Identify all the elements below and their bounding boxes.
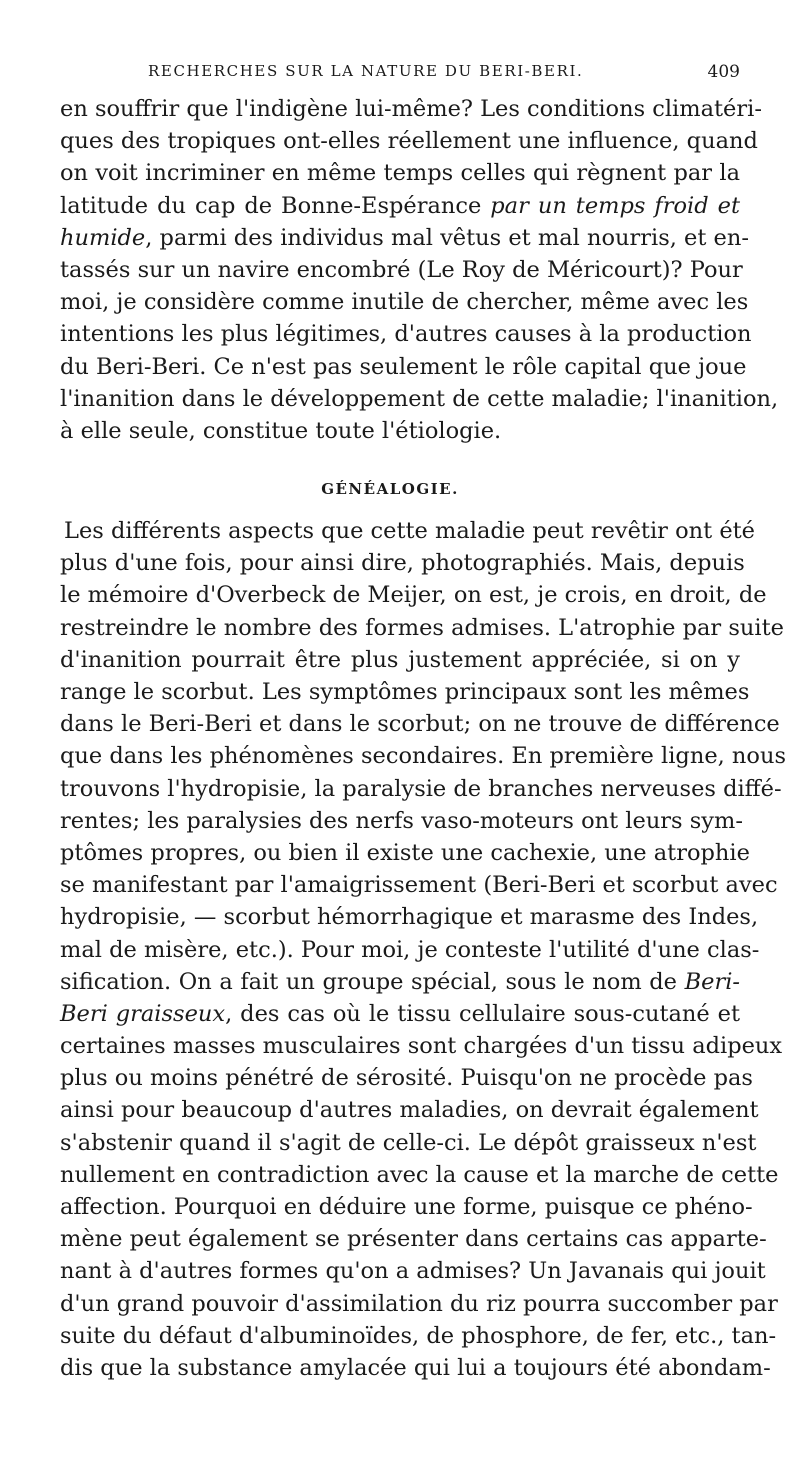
paragraph-1 (60, 93, 779, 447)
text-line: Les différents aspects que cette maladie peut revêtir ont été (64, 518, 755, 545)
italic-phrase: Beri graisseux (60, 1000, 226, 1027)
text-segment: , des cas où le tissu cellulaire sous-cutané et (225, 1000, 740, 1027)
text-line: ques des tropiques ont-elles réellement une influence, quand (60, 128, 758, 155)
text-line (60, 998, 740, 1030)
italic-phrase: Beri- (684, 968, 740, 995)
running-title: RECHERCHES SUR LA NATURE DU BERI-BERI. (148, 62, 584, 80)
text-line: le mémoire d'Overbeck de Meijer, on est, je crois, en droit, de (60, 582, 767, 609)
text-line: du Beri-Beri. Ce n'est pas seulement le rôle capital que joue (60, 353, 747, 380)
text-line: intentions les plus légitimes, d'autres causes à la production (60, 321, 752, 348)
text-line: d'inanition pourrait être plus justement appréciée, si on y (60, 646, 740, 673)
text-line: mène peut également se présenter dans certains cas apparte- (60, 1226, 767, 1253)
running-head (60, 62, 740, 84)
text-line (60, 966, 740, 998)
text-line: plus d'une fois, pour ainsi dire, photographiés. Mais, depuis (60, 550, 745, 577)
text-line: que dans les phénomènes secondaires. En première ligne, nous (60, 743, 787, 770)
text-line: ptômes propres, ou bien il existe une cachexie, une atrophie (60, 839, 750, 866)
text-line: range le scorbut. Les symptômes principaux sont les mêmes (60, 679, 750, 705)
text-line: s'abstenir quand il s'agit de celle-ci. Le dépôt graisseux n'est (60, 1129, 757, 1156)
body-text (60, 93, 787, 1384)
text-line (60, 190, 740, 222)
text-segment: sification. On a fait un groupe spécial, sous le nom de (60, 968, 685, 995)
text-line: dis que la substance amylacée qui lui a toujours été abondam- (60, 1354, 771, 1381)
text-line: se manifestant par l'amaigrissement (Beri-Beri et scorbut avec (60, 872, 778, 899)
text-line: hydropisie, — scorbut hémorrhagique et marasme des Indes, (60, 904, 759, 931)
paragraph-2 (60, 515, 787, 1384)
text-line: plus ou moins pénétré de sérosité. Puisqu'on ne procède pas (60, 1065, 753, 1092)
text-line: dans le Beri-Beri et dans le scorbut; on ne trouve de différence (60, 711, 780, 738)
text-line: moi, je considère comme inutile de chercher, même avec les (60, 289, 749, 316)
text-line: affection. Pourquoi en déduire une forme, puisque ce phéno- (60, 1194, 753, 1220)
text-line: trouvons l'hydropisie, la paralysie de branches nerveuses diffé- (60, 775, 782, 802)
text-line: nant à d'autres formes qu'on a admises? Un Javanais qui jouit (60, 1258, 766, 1285)
page-number: 409 (707, 62, 740, 82)
text-line: rentes; les paralysies des nerfs vaso-moteurs ont leurs sym- (60, 807, 743, 834)
text-segment: , parmi des individus mal vêtus et mal nourris, et en- (145, 224, 749, 251)
text-line: en souffrir que l'indigène lui-même? Les conditions climatéri- (60, 96, 762, 122)
text-line: certaines masses musculaires sont chargées d'un tissu adipeux (60, 1033, 783, 1060)
text-line (60, 222, 749, 254)
italic-phrase: par un temps froid et (490, 192, 740, 219)
text-line: d'un grand pouvoir d'assimilation du riz pourra succomber par (60, 1290, 778, 1317)
text-line: suite du défaut d'albuminoïdes, de phosphore, de fer, etc., tan- (60, 1322, 777, 1349)
text-line: l'inanition dans le développement de cette maladie; l'inanition, (60, 385, 779, 412)
text-line: ainsi pour beaucoup d'autres maladies, on devrait également (60, 1097, 759, 1124)
text-line: mal de misère, etc.). Pour moi, je conteste l'utilité d'une clas- (60, 936, 760, 963)
text-line: restreindre le nombre des formes admises. L'atrophie par suite (60, 614, 784, 641)
text-line: nullement en contradiction avec la cause et la marche de cette (60, 1161, 779, 1188)
text-line: à elle seule, constitue toute l'étiologie. (60, 417, 502, 444)
section-heading: GÉNÉALOGIE. (321, 480, 459, 499)
text-segment: latitude du cap de Bonne-Espérance (60, 192, 491, 219)
text-line: on voit incriminer en même temps celles qui règnent par la (60, 160, 740, 187)
text-line: tassés sur un navire encombré (Le Roy de Méricourt)? Pour (60, 256, 743, 283)
italic-word: humide (60, 224, 146, 251)
